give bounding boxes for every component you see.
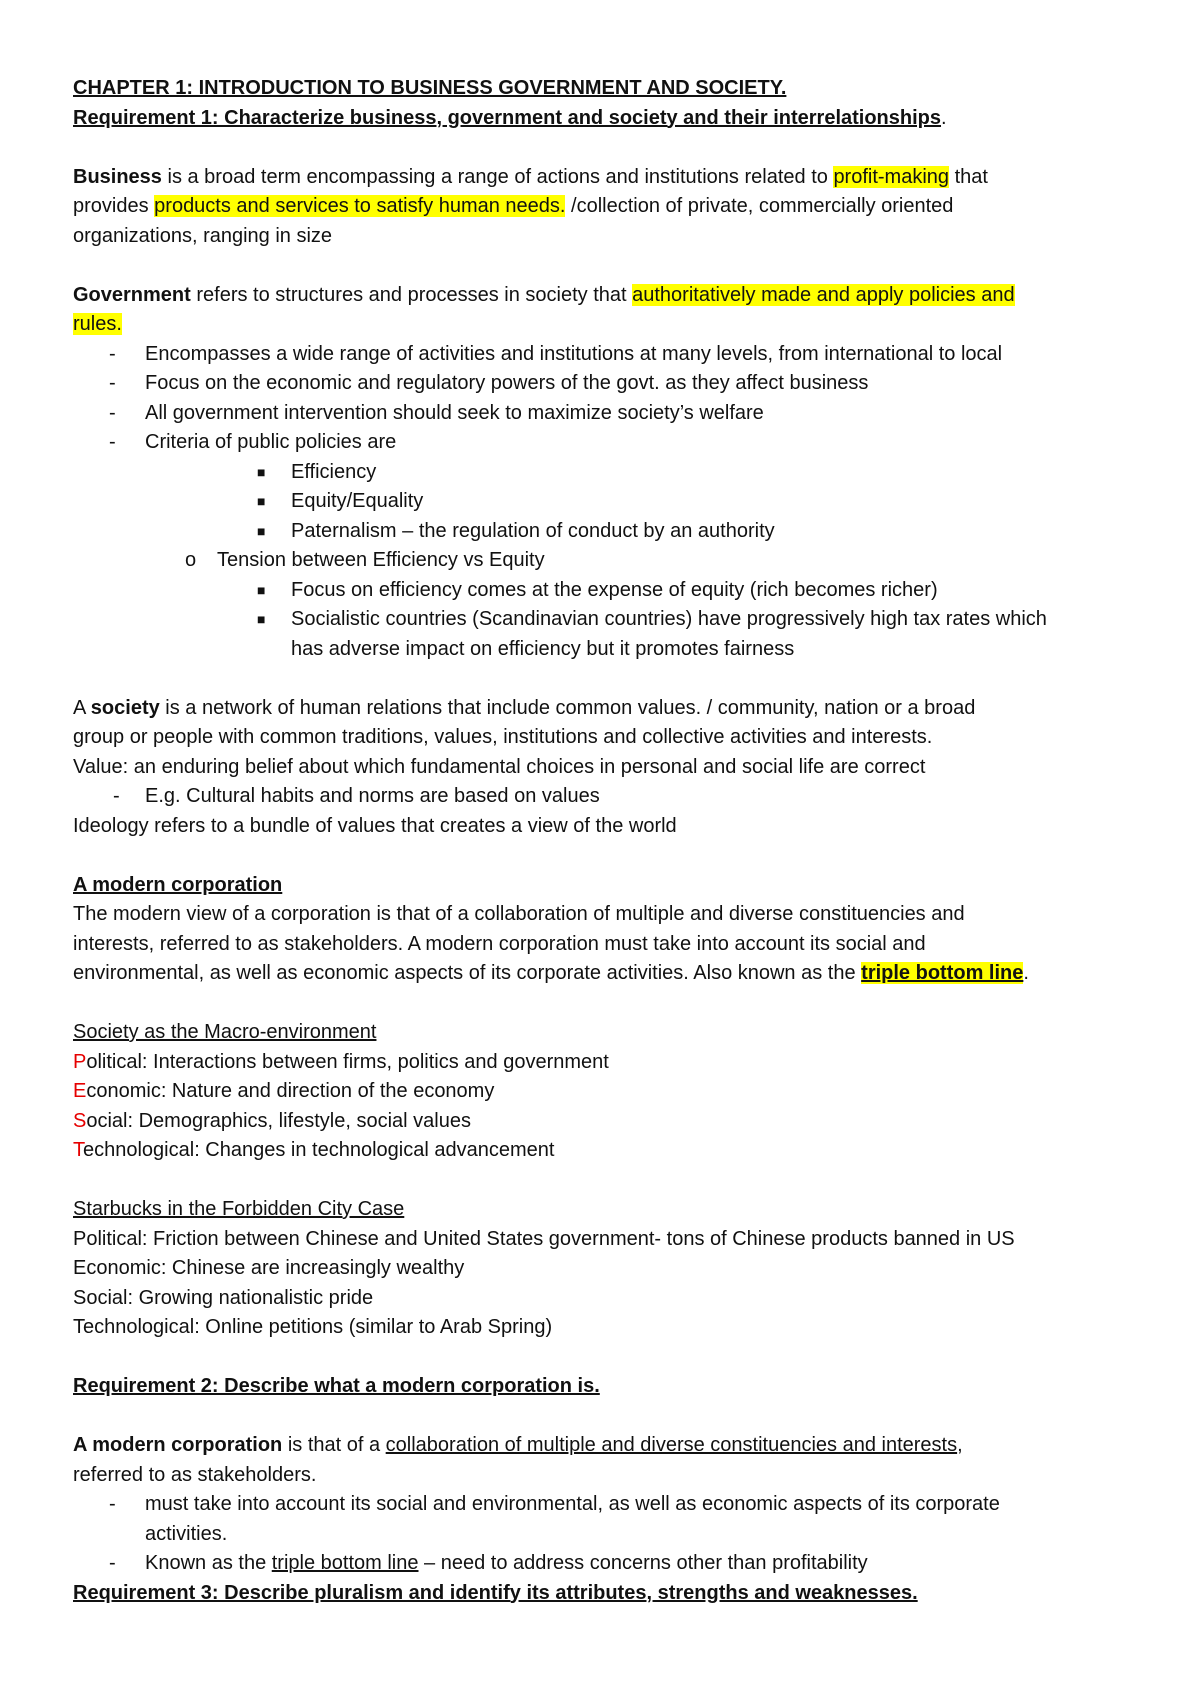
spacer bbox=[73, 133, 1143, 163]
list-item bbox=[73, 546, 1143, 576]
list-item bbox=[73, 1490, 1143, 1520]
starbucks-line: Economic: Chinese are increasingly wealthy bbox=[73, 1257, 465, 1279]
list-item bbox=[73, 458, 1143, 488]
list-item bbox=[73, 576, 1143, 606]
modern-text: . bbox=[1023, 962, 1029, 984]
pest-letter: S bbox=[73, 1109, 87, 1132]
value-definition: Value: an enduring belief about which fundamental choices in personal and social life are correct bbox=[73, 755, 926, 778]
highlight-profit-making: profit-making bbox=[833, 165, 950, 188]
highlight-triple-bottom-line: triple bottom line bbox=[861, 962, 1024, 984]
macro-environment-heading: Society as the Macro-environment bbox=[73, 1021, 377, 1043]
list-item bbox=[73, 428, 1143, 458]
list-item-text: E.g. Cultural habits and norms are based on values bbox=[145, 785, 600, 807]
list-item-text: – need to address concerns other than profitability bbox=[418, 1552, 868, 1574]
pest-text: olitical: Interactions between firms, politics and government bbox=[86, 1050, 609, 1073]
list-item bbox=[73, 605, 1143, 635]
society-text: is a network of human relations that include common values. / community, nation or a broad bbox=[159, 696, 976, 719]
spacer bbox=[73, 841, 1143, 871]
starbucks-heading: Starbucks in the Forbidden City Case bbox=[73, 1198, 405, 1220]
business-line-3: organizations, ranging in size bbox=[73, 224, 333, 247]
list-item-text: Paternalism – the regulation of conduct by an authority bbox=[291, 519, 775, 542]
society-line-2: group or people with common traditions, values, institutions and collective activities and interests. bbox=[73, 726, 933, 748]
list-item bbox=[73, 487, 1143, 517]
government-line-1 bbox=[73, 281, 1143, 311]
dash-marker: - bbox=[109, 431, 116, 453]
modern-line-2: interests, referred to as stakeholders. A modern corporation must take into account its social and bbox=[73, 932, 926, 955]
ideology-definition: Ideology refers to a bundle of values that creates a view of the world bbox=[73, 814, 677, 837]
highlight-products-services: products and services to satisfy human needs. bbox=[154, 195, 566, 217]
req2-text: , bbox=[957, 1434, 963, 1456]
business-line-2 bbox=[73, 192, 1143, 222]
society-text: A bbox=[73, 696, 91, 719]
list-item-text: Equity/Equality bbox=[291, 490, 424, 512]
society-term: society bbox=[90, 696, 160, 719]
list-item bbox=[73, 399, 1143, 429]
pest-letter: T bbox=[73, 1139, 83, 1161]
government-line-2 bbox=[73, 310, 1143, 340]
pest-item bbox=[73, 1107, 1143, 1137]
business-text: is a broad term encompassing a range of actions and institutions related to bbox=[161, 165, 834, 188]
business-term: Business bbox=[73, 165, 162, 188]
dash-marker: - bbox=[113, 785, 120, 807]
modern-corporation-term: A modern corporation bbox=[73, 1434, 283, 1456]
requirement-2-heading: Requirement 2: Describe what a modern corporation is. bbox=[73, 1375, 600, 1397]
requirement-1-heading bbox=[73, 104, 1143, 134]
starbucks-line: Social: Growing nationalistic pride bbox=[73, 1286, 374, 1309]
pest-text: conomic: Nature and direction of the economy bbox=[86, 1080, 495, 1102]
dash-marker: - bbox=[109, 372, 116, 394]
req2-line-2: referred to as stakeholders. bbox=[73, 1463, 317, 1486]
square-bullet-icon: ■ bbox=[257, 611, 266, 627]
business-line-1 bbox=[73, 163, 1143, 193]
pest-text: echnological: Changes in technological advancement bbox=[83, 1139, 555, 1161]
square-bullet-icon: ■ bbox=[257, 522, 266, 539]
modern-corporation-heading: A modern corporation bbox=[73, 873, 283, 896]
list-item bbox=[73, 1549, 1143, 1579]
list-item-text: Socialistic countries (Scandinavian countries) have progressively high tax rates which bbox=[291, 608, 1047, 630]
square-bullet-icon: ■ bbox=[257, 581, 266, 598]
society-line-1 bbox=[73, 694, 1143, 724]
pest-letter: E bbox=[73, 1080, 87, 1102]
list-item-text: Criteria of public policies are bbox=[145, 431, 397, 453]
pest-item bbox=[73, 1136, 1143, 1166]
underlined-triple-bottom-line: triple bottom line bbox=[271, 1552, 419, 1574]
starbucks-line: Political: Friction between Chinese and United States government- tons of Chinese products banned in US bbox=[73, 1227, 1015, 1250]
list-item-continuation: activities. bbox=[145, 1522, 228, 1545]
list-item-text: All government intervention should seek to maximize society’s welfare bbox=[145, 401, 764, 424]
list-item-text: Efficiency bbox=[291, 460, 377, 483]
underlined-collaboration: collaboration of multiple and diverse constituencies and interests bbox=[385, 1434, 958, 1456]
highlight-rules: rules. bbox=[73, 313, 122, 335]
requirement-1-period: . bbox=[941, 106, 947, 129]
spacer bbox=[73, 664, 1143, 694]
circle-bullet-icon: o bbox=[185, 549, 197, 571]
pest-text: ocial: Demographics, lifestyle, social values bbox=[86, 1109, 471, 1132]
business-text: provides bbox=[73, 195, 155, 217]
requirement-1-text: Requirement 1: Characterize business, government and society and their interrelationships bbox=[73, 106, 942, 129]
spacer bbox=[73, 1166, 1143, 1196]
list-item-text: Known as the bbox=[145, 1552, 272, 1574]
req2-text: is that of a bbox=[282, 1434, 386, 1456]
list-item-text: Focus on efficiency comes at the expense of equity (rich becomes richer) bbox=[291, 578, 938, 601]
list-item bbox=[73, 782, 1143, 812]
list-item-text: must take into account its social and environmental, as well as economic aspects of its corporate bbox=[145, 1493, 1000, 1515]
req2-line-1 bbox=[73, 1431, 1143, 1461]
list-item bbox=[73, 340, 1143, 370]
modern-line-3 bbox=[73, 959, 1143, 989]
dash-marker: - bbox=[109, 1493, 116, 1515]
list-item-text: Focus on the economic and regulatory powers of the govt. as they affect business bbox=[145, 372, 869, 394]
list-item bbox=[73, 369, 1143, 399]
government-text: refers to structures and processes in society that bbox=[190, 283, 633, 306]
dash-marker: - bbox=[109, 342, 116, 365]
pest-item bbox=[73, 1048, 1143, 1078]
starbucks-line: Technological: Online petitions (similar to Arab Spring) bbox=[73, 1316, 553, 1338]
square-bullet-icon: ■ bbox=[257, 463, 266, 480]
pest-item bbox=[73, 1077, 1143, 1107]
chapter-title: CHAPTER 1: INTRODUCTION TO BUSINESS GOVERNMENT AND SOCIETY. bbox=[73, 77, 787, 99]
square-bullet-icon: ■ bbox=[257, 493, 266, 509]
pest-letter: P bbox=[73, 1050, 87, 1073]
spacer bbox=[73, 1402, 1143, 1432]
list-item-continuation: has adverse impact on efficiency but it promotes fairness bbox=[291, 637, 795, 660]
requirement-3-heading: Requirement 3: Describe pluralism and identify its attributes, strengths and weaknesses. bbox=[73, 1581, 918, 1604]
spacer bbox=[73, 989, 1143, 1019]
business-text: /collection of private, commercially oriented bbox=[565, 195, 954, 217]
modern-text: environmental, as well as economic aspects of its corporate activities. Also known as the bbox=[73, 962, 862, 984]
dash-marker: - bbox=[109, 401, 116, 424]
highlight-authoritatively: authoritatively made and apply policies and bbox=[632, 283, 1015, 306]
spacer bbox=[73, 1343, 1143, 1373]
list-item-text: Tension between Efficiency vs Equity bbox=[217, 549, 545, 571]
spacer bbox=[73, 251, 1143, 281]
list-item bbox=[73, 517, 1143, 547]
business-text: that bbox=[949, 165, 988, 188]
modern-line-1: The modern view of a corporation is that of a collaboration of multiple and diverse constituencies and bbox=[73, 903, 965, 925]
dash-marker: - bbox=[109, 1552, 116, 1574]
list-item-text: Encompasses a wide range of activities and institutions at many levels, from international to local bbox=[145, 342, 1003, 365]
document-page bbox=[73, 74, 1143, 1608]
government-term: Government bbox=[73, 283, 191, 306]
